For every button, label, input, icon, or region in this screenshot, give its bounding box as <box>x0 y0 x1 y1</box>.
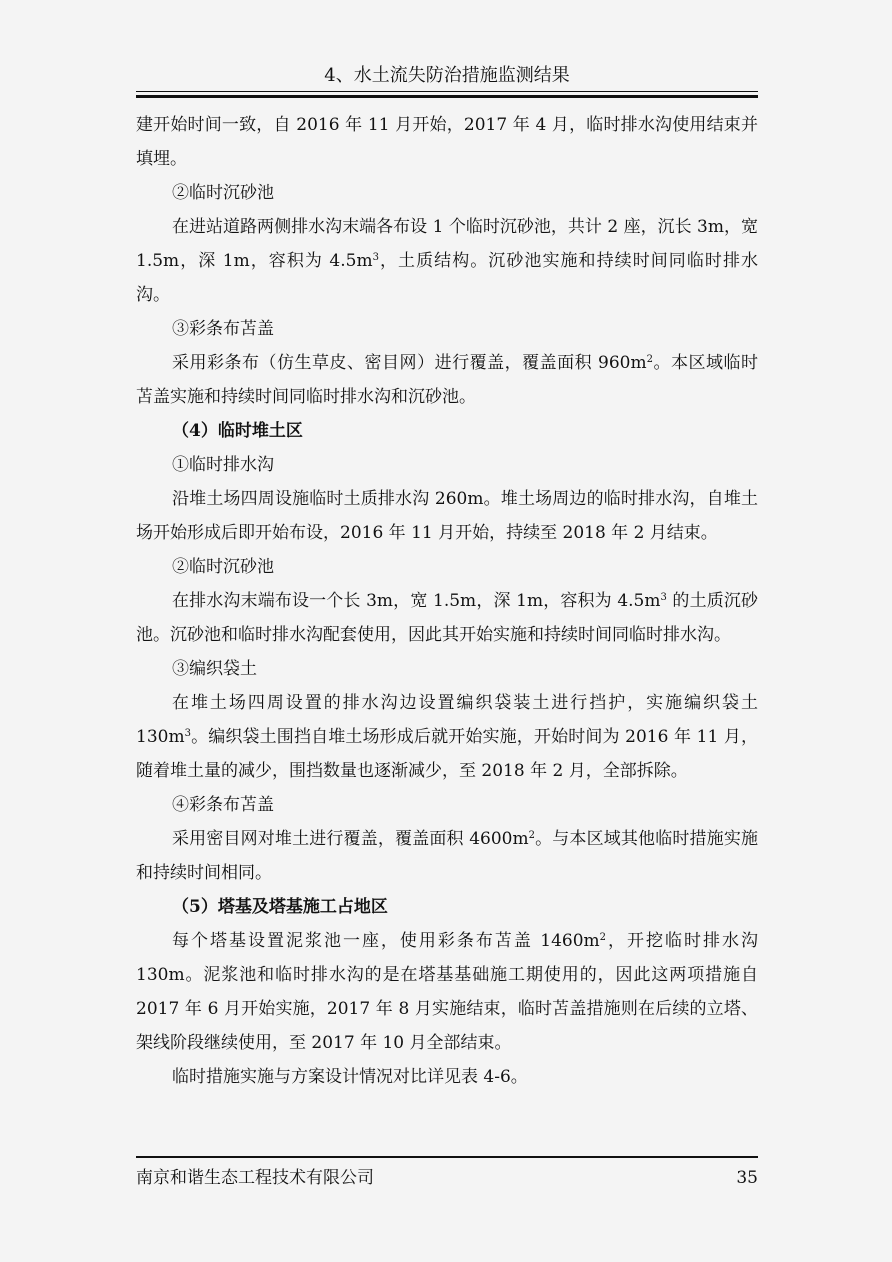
header-rule-thick <box>136 95 758 98</box>
paragraph: 每个塔基设置泥浆池一座，使用彩条布苫盖 $1460m^2$，开挖临时排水沟 130m。泥浆池和临时排水沟的是在塔基基础施工期使用的，因此这两项措施自 2017 年 6 月开始实施，2017 年 8 月实施结束，临时苫盖措施则在后续的立塔、架线阶段继续使用，至 2017 年 10 月全部结束。 <box>136 931 758 1053</box>
footer-rule <box>136 1156 758 1158</box>
subheading: ②临时沉砂池 <box>172 183 274 203</box>
subheading: ①临时排水沟 <box>172 455 274 475</box>
paragraph: 建开始时间一致，自 2016 年 11 月开始，2017 年 4 月，临时排水沟使用结束并填埋。 <box>136 115 758 169</box>
subheading: ④彩条布苫盖 <box>172 795 274 815</box>
running-header: 4、水土流失防治措施监测结果 <box>324 65 570 86</box>
paragraph: 采用密目网对堆土进行覆盖，覆盖面积 $4600m^2$。与本区域其他临时措施实施和持续时间相同。 <box>136 829 758 883</box>
subheading: ③编织袋土 <box>172 659 257 679</box>
paragraph: 采用彩条布（仿生草皮、密目网）进行覆盖，覆盖面积 $960m^2$。本区域临时苫盖实施和持续时间同临时排水沟和沉砂池。 <box>136 353 758 407</box>
section-heading: （5）塔基及塔基施工占地区 <box>172 897 388 917</box>
paragraph: 在排水沟末端布设一个长 3m，宽 1.5m，深 1m，容积为 $4.5m^3$ 的土质沉砂池。沉砂池和临时排水沟配套使用，因此其开始实施和持续时间同临时排水沟。 <box>136 591 758 645</box>
header-rule-thin <box>136 91 758 92</box>
subheading: ②临时沉砂池 <box>172 557 274 577</box>
section-heading: （4）临时堆土区 <box>172 421 303 441</box>
paragraph: 临时措施实施与方案设计情况对比详见表 4-6。 <box>172 1067 528 1087</box>
paragraph: 在堆土场四周设置的排水沟边设置编织袋装土进行挡护，实施编织袋土 $130m^3$。编织袋土围挡自堆土场形成后就开始实施，开始时间为 2016 年 11 月，随着堆土量的减少，围挡数量也逐渐减少，至 2018 年 2 月，全部拆除。 <box>136 693 758 781</box>
footer-company: 南京和谐生态工程技术有限公司 <box>136 1168 374 1188</box>
subheading: ③彩条布苫盖 <box>172 319 274 339</box>
paragraph: 沿堆土场四周设施临时土质排水沟 260m。堆土场周边的临时排水沟，自堆土场开始形成后即开始布设，2016 年 11 月开始，持续至 2018 年 2 月结束。 <box>136 489 758 543</box>
paragraph: 在进站道路两侧排水沟末端各布设 1 个临时沉砂池，共计 2 座，沉长 3m，宽 1.5m，深 1m，容积为 $4.5m^3$，土质结构。沉砂池实施和持续时间同临时排水沟。 <box>136 217 758 305</box>
page-number: 35 <box>736 1168 758 1188</box>
body-text <box>136 108 758 1094</box>
